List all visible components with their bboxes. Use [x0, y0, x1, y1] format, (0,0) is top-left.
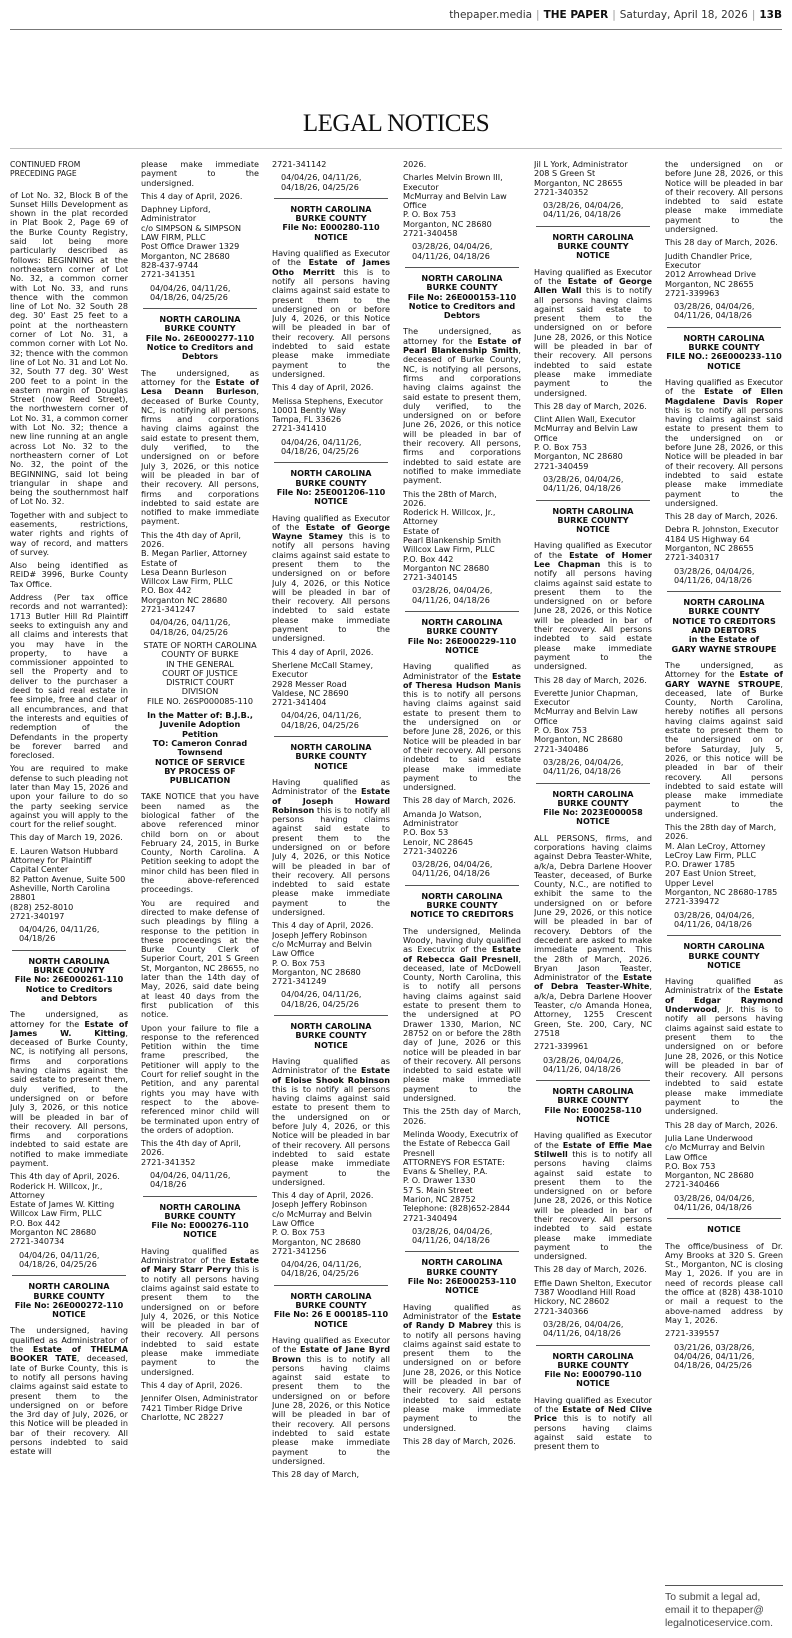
- estate-name: Estate of Jane Byrd Brown: [272, 1344, 390, 1364]
- publication-dates: 03/28/26, 04/04/26, 04/11/26, 04/18/26: [412, 241, 493, 261]
- notice-text: The undersigned, Melinda Woody, having duly qualified as Executrix of the Estate of Rebecca Gail Presnell, deceased, late of McDowell County, North Carolina, this is to notify all persons having claims against said estate to present them to the undersigned at PO Drawer 1330, Marion, NC 28752 on or before the 28th day of June, 2026 or this notice will be pleaded in bar of their recovery. All persons indebted to said estate will please make immediate payment to the undersigned.: [403, 925, 521, 1104]
- notice-text: This 4 day of April, 2026.: [272, 646, 374, 657]
- notice-signature: This 4 day of April, 2026. Joseph Jeffery Robinson c/o McMurray and Belvin Law Office P. O. Box 753 Morganton, NC 28680 2721-341256: [272, 1190, 374, 1256]
- notice-text: This the 25th day of March, 2026.: [403, 1106, 521, 1126]
- notice-heading: NORTH CAROLINA BURKE COUNTY FILE NO.: 26E000233-110 NOTICE: [666, 332, 782, 371]
- notice-signature: Jil L York, Administrator 208 S Green St Morganton, NC 28655 2721-340352: [534, 160, 628, 197]
- notice-text: This day of March 19, 2026.: [10, 832, 123, 843]
- notice-signature: Effie Dawn Shelton, Executor 7387 Woodland Hill Road Hickory, NC 28602 2721-340366: [534, 1277, 652, 1316]
- notice-signature: Everette Junior Chapman, Executor McMurray and Belvin Law Office P. O. Box 753 Morganton, NC 28680 2721-340486: [534, 687, 639, 754]
- notice-signature: Clint Allen Wall, Executor McMurray and Belvin Law Office P. O. Box 753 Morganton, NC 28680 2721-340459: [534, 414, 638, 471]
- notice-signature: This the 28th of March, 2026. Roderick H. Willcox, Jr., Attorney Estate of Pearl Blankenship Smith Willcox Law Firm, PLLC P.O. Box 442 Morganton NC 28680 2721-340145: [403, 488, 501, 583]
- publication-dates: 03/28/26, 04/04/26, 04/11/26, 04/18/26: [543, 200, 624, 220]
- estate-name: Estate of Pearl Blankenship Smith: [403, 335, 521, 356]
- publication-dates: 04/04/26, 04/11/26, 04/18/26, 04/25/26: [19, 1249, 100, 1269]
- estate-name: Estate of Theresa Hudson Manis: [403, 670, 521, 690]
- notice-heading: NORTH CAROLINA BURKE COUNTY File No: 26E000272-110 NOTICE: [14, 1281, 124, 1320]
- notice-text: Having qualified as Executor of the Estate of Ned Clive Price this is to notify all persons having claims against said estate to present them to: [534, 1394, 652, 1452]
- notice-text: Having qualified as Executor of the Estate of Jane Byrd Brown this is to notify all persons having claims against said estate to present them to the undersigned on or before June 28, 2026, or this Notice will be pleaded in bar of their recovery. All persons indebted to said estate please make immediate payment to the undersigned.: [272, 1334, 390, 1466]
- header-separator: |: [612, 9, 616, 21]
- notice-text: This 28 day of March, 2026.: [534, 1264, 647, 1275]
- publication-dates: 03/28/26, 04/04/26, 04/11/26, 04/18/26: [674, 1192, 755, 1212]
- notice-text: Having qualified as Executor of the Estate of James Otho Merritt this is to notify all persons having claims against said estate to present them to the undersigned on or before July 4, 2026, or this Notice will be pleaded in bar of their recovery. All persons indebted to said estate please make immediate payment to the undersigned.: [272, 248, 390, 379]
- notice-text: The undersigned, as attorney for the Estate of James W. Kitting, deceased of Burke County, NC, is notifying all persons, firms and corporations having claims against the said estate to present them, duly verified, to the undersigned on or before July 3, 2026, or this notice will be pleaded in bar of their recovery. All persons, firms and corporations indebted to said estate are notified to make immediate payment.: [10, 1009, 128, 1168]
- column-5: [534, 160, 652, 1630]
- notice-heading: NORTH CAROLINA BURKE COUNTY File No: E000276-110 NOTICE: [151, 1201, 249, 1240]
- paper-name: THE PAPER: [543, 9, 609, 21]
- publication-dates: 03/28/26, 04/04/26, 04/11/26, 04/18/26: [543, 756, 624, 777]
- site-name[interactable]: thepaper.media: [449, 9, 533, 21]
- notice-text: of Lot No. 32, Block B of the Sunset Hills Development as shown in the plat recorded in Plat Book 2, Page 69 of the Burke County Registry, said lot being more particularly described as follows: BEGINNING at the northeastern corner of Lot No. 32, a common corner with Lot No. 33, and runs thence with the common line of Lot No. 32 South 28 deg. 30' East 25 feet to a point at the northeastern corner of Lot No. 31, a common corner with Lot No. 32; thence with the common line of Lot No. 31 and Lot No. 32, South 77 deg. 30' West 200 feet to a point in the eastern margin of Douglas Street (now Reed Street), the northwestern corner of Lot No. 31, a common corner with Lot No. 32; thence a new line running at an angle across Lot No. 32 to the northeastern corner of Lot No. 32, the point of the BEGINNING, said lot being triangular in shape and being the southernmost half of Lot No. 32.: [10, 189, 128, 507]
- notice-text: The undersigned, as Attorney for the Estate of GARY WAYNE STROUPE, deceased, late of Burke County, North Carolina, hereby notifies all persons having claims against said estate to present them to the undersigned on or before Saturday, July 5, 2026, or this notice will be pleaded in bar of their recovery. All persons indebted to said estate will please make immediate payment to the undersigned.: [665, 659, 783, 819]
- notice-heading: NORTH CAROLINA BURKE COUNTY File No: E000258-110 NOTICE: [544, 1086, 642, 1125]
- notice-text: Having qualified as Administrator of the Estate of Eloise Shook Robinson this is to notify all persons having claims against said estate to present them to the undersigned on or before July 4, 2026, or this Notice will be pleaded in bar of their recovery. All persons indebted to said estate please make immediate payment to the undersigned.: [272, 1055, 390, 1187]
- notice-heading: In the Matter of: B.J.B., Juvenile Adoption Petition TO: Cameron Conrad Townsend NOTICE OF SERVICE BY PROCESS OF PUBLICATION: [147, 710, 253, 786]
- page-number: 13B: [759, 9, 782, 21]
- notice-heading: NORTH CAROLINA BURKE COUNTY NOTICE: [290, 1021, 372, 1050]
- estate-name: Estate of Joseph Howard Robinson: [272, 786, 390, 815]
- notice-text: Having qualified as Administratrix of the Estate of Edgar Raymond Underwood, Jr. this is to notify all persons having claims against said estate to present them to the undersigned on or before June 28, 2026, or this Notice will be pleaded in bar of their recovery. All persons indebted to said estate please make immediate payment to the undersigned.: [665, 976, 783, 1117]
- notice-heading: NORTH CAROLINA BURKE COUNTY File No: 2023E000058 NOTICE: [543, 788, 643, 827]
- publication-dates: 04/04/26, 04/11/26, 04/18/26, 04/25/26: [281, 710, 362, 730]
- column-3: [272, 160, 390, 1630]
- notice-text: Together with and subject to easements, restrictions, water rights and rights of way of record, and matters of survey.: [10, 509, 128, 557]
- submit-legal-ad-box: To submit a legal ad, email it to thepaper@ legalnoticeservice.com.: [665, 1585, 783, 1630]
- publication-dates: 04/04/26, 04/11/26, 04/18/26, 04/25/26: [150, 617, 231, 637]
- estate-name: Estate of THELMA BOOKER TATE: [10, 1344, 128, 1364]
- publication-dates: 03/28/26, 04/04/26, 04/11/26, 04/18/26: [412, 859, 493, 879]
- publication-dates: 03/28/26, 04/04/26, 04/11/26, 04/18/26: [543, 1318, 624, 1339]
- notice-signature: This 4 day of April, 2026. Joseph Jeffery Robinson c/o McMurray and Belvin Law Office P. O. Box 753 Morganton, NC 28680 2721-341249: [272, 920, 374, 987]
- estate-name: Estate of Mary Starr Perry: [141, 1255, 259, 1275]
- publication-dates: 03/28/26, 04/04/26, 04/11/26, 04/18/26: [674, 301, 755, 321]
- notice-signature: Debra R. Johnston, Executor 4184 US Highway 64 Morganton, NC 28655 2721-340317: [665, 524, 779, 563]
- notice-divider: [536, 500, 650, 501]
- notice-text: Having qualified as Executor of the Estate of George Allen Wall this is to notify all persons having claims against said estate to present them to the undersigned on or before June 28, 2026, or this Notice will be pleaded in bar of their recovery. All persons indebted to said estate please make immediate payment to the undersigned.: [534, 266, 652, 398]
- notice-heading: NORTH CAROLINA BURKE COUNTY File No: E000790-110 NOTICE: [544, 1350, 642, 1389]
- publication-dates: 04/04/26, 04/11/26, 04/18/26, 04/25/26: [281, 1259, 362, 1279]
- notice-text: This 28 day of March, 2026.: [665, 1119, 778, 1130]
- notice-text: Having qualified as Executor of the Estate of Homer Lee Chapman this is to notify all persons having claims against said estate to present them to the undersigned on or before June 28, 2026, or this Notice will be pleaded in bar of their recovery. All persons indebted to said estate please make immediate payment to the undersigned.: [534, 540, 652, 672]
- notice-divider: [536, 1080, 650, 1081]
- notice-text: You are required and directed to make defense of such pleadings by filing a response to the petition in these proceedings at the Burke County Clerk of Superior Court, 201 S Green St, Morganton, NC 28655, no later than the 14th day of May, 2026, said date being at least 40 days from the first publication of this notice.: [141, 897, 259, 1020]
- notice-divider: [274, 1015, 388, 1016]
- estate-name: Estate of Randy D Mabrey: [403, 1310, 521, 1331]
- notice-text: Having qualified as Administrator of the Estate of Randy D Mabrey this is to notify all persons having claims against said estate to present them to the undersigned on or before June 28, 2026, or this Notice will be pleaded in bar of their recovery. All persons indebted to said estate please make immediate payment to the undersigned.: [403, 1301, 521, 1433]
- notice-heading: NORTH CAROLINA BURKE COUNTY NOTICE: [683, 941, 765, 970]
- notice-heading: NORTH CAROLINA BURKE COUNTY File No: 26E000253-110 NOTICE: [407, 1257, 517, 1296]
- notice-text: This 28 day of March, 2026.: [665, 237, 778, 248]
- notice-heading: NORTH CAROLINA BURKE COUNTY NOTICE: [552, 231, 634, 261]
- estate-name: Estate of Lesa Deann Burleson: [141, 376, 259, 397]
- notice-signature: This the 4th day of April, 2026. 2721-341352: [141, 1138, 241, 1167]
- estate-name: Estate of Ned Clive Price: [534, 1404, 652, 1424]
- notice-divider: [405, 267, 519, 268]
- notice-heading: NORTH CAROLINA BURKE COUNTY File No: 26E000261-110 Notice to Creditors and Debtors: [14, 955, 124, 1003]
- notice-signature: E. Lauren Watson Hubbard Attorney for Plaintiff Capital Center 82 Patton Avenue, Suite 500 Asheville, North Carolina 28801 (828) 252-8010 2721-340197: [10, 845, 126, 921]
- notice-signature: 2721-341142: [272, 160, 327, 169]
- notice-text: This 28 day of March, 2026.: [403, 795, 516, 806]
- notice-text: This 28 day of March, 2026.: [403, 1435, 516, 1446]
- notice-divider: [667, 1218, 781, 1219]
- publication-dates: 03/28/26, 04/04/26, 04/11/26, 04/18/26: [674, 909, 755, 929]
- notice-columns: [10, 160, 782, 1630]
- notice-signature: Julia Lane Underwood c/o McMurray and Belvin Law Office P.O. Box 753 Morganton, NC 28680 2721-340466: [665, 1132, 765, 1190]
- notice-text: This 28 day of March, 2026.: [534, 674, 647, 685]
- estate-name: Estate of Ellen Magdalene Davis Roper: [665, 386, 783, 406]
- notice-signature: Melissa Stephens, Executor 10001 Bently Way Tampa, FL 33626 2721-341410: [272, 395, 384, 434]
- estate-name: Estate of Effie Mae Stilwell: [534, 1139, 652, 1159]
- notice-signature: Judith Chandler Price, Executor 2012 Arrowhead Drive Morganton, NC 28655 2721-339963: [665, 250, 756, 298]
- notice-signature: This the 4th day of April, 2026. B. Megan Parlier, Attorney Estate of Lesa Deann Burleson Willcox Law Firm, PLLC P.O. Box 442 Morganton NC 28680 2721-341247: [141, 529, 247, 615]
- notice-heading: NORTH CAROLINA BURKE COUNTY File No: E000280-110 NOTICE: [282, 203, 380, 242]
- publication-dates: 03/28/26, 04/04/26, 04/11/26, 04/18/26: [674, 565, 755, 585]
- notice-divider: [274, 736, 388, 737]
- notice-text: This 28 day of March, 2026.: [534, 400, 647, 411]
- estate-name: Estate of Debra Teaster-White: [534, 972, 652, 992]
- notice-divider: [536, 226, 650, 227]
- estate-name: Estate of James Otho Merritt: [272, 257, 390, 277]
- publication-dates: 04/04/26, 04/11/26, 04/18/26, 04/25/26: [281, 172, 362, 192]
- estate-name: Estate of Rebecca Gail Presnell: [403, 944, 521, 964]
- publication-dates: 03/28/26, 04/04/26, 04/11/26, 04/18/26: [412, 1225, 493, 1246]
- estate-name: Estate of George Allen Wall: [534, 275, 652, 296]
- notice-divider: [667, 935, 781, 936]
- publication-dates: 03/28/26, 04/04/26, 04/11/26, 04/18/26: [412, 585, 493, 605]
- notice-heading: NORTH CAROLINA BURKE COUNTY File No: 26 E 000185-110 NOTICE: [273, 1290, 389, 1329]
- continued-label: CONTINUED FROM PRECEDING PAGE: [10, 160, 81, 179]
- notice-heading: NORTH CAROLINA BURKE COUNTY NOTICE TO CREDITORS AND DEBTORS in the Estate of GARY WAYNE STROUPE: [671, 597, 777, 654]
- notice-heading: NORTH CAROLINA BURKE COUNTY NOTICE: [290, 742, 372, 771]
- notice-divider: [143, 1196, 257, 1197]
- notice-text: Having qualified as Executor of the Estate of Effie Mae Stilwell this is to notify all persons having claims against said estate to present them to the undersigned on or before June 28, 2026, or this Notice will be pleaded in bar of their recovery. All persons indebted to said estate please make immediate payment to the undersigned.: [534, 1130, 652, 1262]
- notice-text: Address (Per tax office records and not warranted): 1713 Butler Hill Rd Plaintiff seeks to extinguish any and all claims and interests that you may have in the property, to have a commissioner appointed to sell the Property and to deliver to the purchaser a deed to said real estate in fee simple, free and clear of all encumbrances, and that the interests and equities of redemption of the Defendants in the property be forever barred and foreclosed.: [10, 592, 128, 761]
- notice-heading: NORTH CAROLINA BURKE COUNTY File No: 26E000229-110 NOTICE: [407, 617, 517, 655]
- section-title: LEGAL NOTICES: [302, 110, 490, 137]
- notice-text: This 4 day of April, 2026.: [272, 382, 374, 393]
- title-rule: [10, 148, 782, 149]
- notice-text: Having qualified as Administrator of the Estate of Mary Starr Perry this is to notify all persons having claims against said estate to present them to the undersigned on or before July 4, 2026, or this Notice will be pleaded in bar of their recovery. All persons indebted to said estate please make immediate payment to the undersigned.: [141, 1245, 259, 1377]
- notice-heading: NORTH CAROLINA BURKE COUNTY File No: 25E001206-110 NOTICE: [276, 468, 386, 507]
- notice-signature: Amanda Jo Watson, Administrator P.O. Box 53 Lenoir, NC 28645 2721-340226: [403, 808, 482, 856]
- notice-text: Upon your failure to file a response to the referenced Petition within the time frame prescribed, the Petitioner will apply to the Court for relief sought in the Petition, and any parental rights you may have with respect to the above-referenced minor child will be terminated upon entry of the orders of adoption.: [141, 1022, 259, 1135]
- notice-signature: This the 28th day of March, 2026. M. Alan LeCroy, Attorney LeCroy Law Firm, PLLC P.O. Drawer 1785 207 East Union Street, Upper Level Morganton, NC 28680-1785 2721-339472: [665, 822, 778, 907]
- publication-dates: 03/28/26, 04/04/26, 04/11/26, 04/18/26: [543, 1054, 624, 1074]
- estate-name: Estate of George Wayne Stamey: [272, 521, 390, 542]
- notice-divider: [12, 1275, 126, 1276]
- column-1: [10, 160, 128, 1630]
- notice-divider: [536, 783, 650, 784]
- notice-text: Having qualified as Executor of the Estate of George Wayne Stamey this is to notify all persons having claims against said estate to present them to the undersigned on or before July 4, 2026, or this Notice will be pleaded in bar of their recovery. All persons indebted to said estate please make immediate payment to the undersigned.: [272, 512, 390, 644]
- notice-signature: Sherlene McCall Stamey, Executor 2928 Messer Road Valdese, NC 28690 2721-341404: [272, 659, 374, 708]
- estate-name: Estate of Homer Lee Chapman: [534, 549, 652, 569]
- notice-text: Having qualified as Administrator of the Estate of Theresa Hudson Manis this is to notify all persons having claims against said estate to present them to the undersigned on or before June 28, 2026, or this Notice will be pleaded in bar of their recovery. All persons indebted to said estate please make immediate payment to the undersigned.: [403, 661, 521, 793]
- notice-signature: 2721-339557: [665, 1328, 720, 1339]
- notice-text: This 28 day of March, 2026.: [665, 511, 778, 522]
- notice-text: The undersigned, as attorney for the Estate of Pearl Blankenship Smith, deceased of Burke County, NC, is notifying all persons, firms and corporations having claims against the said estate to present them, duly verified, to the undersigned on or before June 26, 2026, or this notice will be pleaded in bar of their recovery. All persons, firms and corporations indebted to said estate are notified to make immediate payment.: [403, 326, 521, 486]
- notice-divider: [405, 885, 519, 886]
- publication-dates: 04/04/26, 04/11/26, 04/18/26, 04/25/26: [150, 282, 231, 302]
- publication-dates: 04/04/26, 04/11/26, 04/18/26: [19, 924, 100, 944]
- notice-divider: [274, 198, 388, 199]
- estate-name: Estate of James W. Kitting: [10, 1018, 128, 1038]
- notice-signature: 2721-339961: [534, 1041, 589, 1052]
- publication-dates: 03/28/26, 04/04/26, 04/11/26, 04/18/26: [543, 473, 624, 494]
- notice-text: ALL PERSONS, firms, and corporations having claims against Debra Teaster-White, a/k/a, Debra Darlene Hoover Teaster, deceased, of Burke County, N.C., are notified to exhibit the same to the undersigned on or before June 29, 2026, or this notice will be pleaded in bar of recovery. Debtors of the decedent are asked to make immediate payment. This the 28th of March, 2026. Bryan Jason Teaster, Administrator of the Estate of Debra Teaster-White, a/k/a, Debra Darlene Hoover Teaster, c/o Amanda Honea, Attorney, 1255 Crescent Green, Ste. 200, Cary, NC 27518: [534, 832, 652, 1038]
- notice-text: This 4 day of April, 2026.: [141, 1379, 243, 1390]
- notice-text: Having qualified as Administrator of the Estate of Joseph Howard Robinson this is to notify all persons having claims against said estate to present them to the undersigned on or before July 4, 2026, or this Notice will be pleaded in bar of their recovery. All persons indebted to said estate please make immediate payment to the undersigned.: [272, 776, 390, 918]
- notice-text: STATE OF NORTH CAROLINA COUNTY OF BURKE IN THE GENERAL COURT OF JUSTICE DISTRICT COURT DIVISION FILE NO. 26SP000085-110: [143, 639, 257, 706]
- notice-text: This 28 day of March,: [272, 1469, 360, 1480]
- notice-text: You are required to make defense to such pleading not later than May 15, 2026 and upon your failure to do so the party seeking service against you will apply to the court for the relief sought.: [10, 763, 128, 830]
- column-6: [665, 160, 783, 1630]
- notice-signature: 2026.: [403, 160, 427, 169]
- notice-divider: [536, 1345, 650, 1346]
- notice-divider: [667, 327, 781, 328]
- page-header: [0, 0, 792, 30]
- estate-name: Estate of Eloise Shook Robinson: [272, 1065, 390, 1085]
- notice-divider: [143, 308, 257, 309]
- notice-text: Also being identified as REID# 3996, Burke County Tax Office.: [10, 560, 128, 589]
- notice-divider: [274, 1285, 388, 1286]
- notice-text: the undersigned on or before June 28, 2026, or this Notice will be pleaded in bar of their recovery. All persons indebted to said estate please make immediate payment to the undersigned.: [665, 160, 783, 235]
- publication-dates: 04/04/26, 04/11/26, 04/18/26, 04/25/26: [281, 989, 362, 1009]
- column-4: [403, 160, 521, 1630]
- notice-text: Having qualified as Executor of the Estate of Ellen Magdalene Davis Roper this is to notify all persons having claims against said estate to present them to the undersigned on or before June 28, 2026, or this Notice will be pleaded in bar of their recovery. All persons indebted to said estate please make immediate payment to the undersigned.: [665, 376, 783, 508]
- notice-divider: [274, 462, 388, 463]
- notice-signature: Melinda Woody, Executrix of the Estate of Rebecca Gail Presnell ATTORNEYS FOR ESTATE: Evans & Shelley, P.A. P. O. Drawer 1330 57 S. Main Street Marion, NC 28752 Telephone: (828)652-2844 2721-340494: [403, 1128, 518, 1223]
- estate-name: Estate of GARY WAYNE STROUPE: [665, 669, 783, 689]
- header-line: [449, 9, 782, 21]
- header-rule: [10, 29, 782, 30]
- notice-heading: NORTH CAROLINA BURKE COUNTY File No. 26E000277-110 Notice to Creditors and Debtors: [145, 314, 255, 362]
- header-separator: |: [536, 9, 540, 21]
- notice-heading: NORTH CAROLINA BURKE COUNTY NOTICE TO CREDITORS: [410, 890, 514, 920]
- notice-divider: [405, 611, 519, 612]
- column-2: [141, 160, 259, 1630]
- notice-signature: Charles Melvin Brown III, Executor McMurray and Belvin Law Office P. O. Box 753 Morganton, NC 28680 2721-340458: [403, 172, 507, 239]
- header-separator: |: [751, 9, 756, 21]
- notice-divider: [667, 591, 781, 592]
- notice-divider: [405, 1251, 519, 1252]
- notice-text: TAKE NOTICE that you have been named as the biological father of the above referenced minor child born on or about February 24, 2015, in Burke County, North Carolina. A Petition seeking to adopt the minor child has been filed in the above-referenced proceedings.: [141, 791, 259, 895]
- publication-dates: 04/04/26, 04/11/26, 04/18/26: [150, 1169, 231, 1190]
- notice-text: The office/business of Dr. Amy Brooks at 320 S. Green St., Morganton, NC is closing May 1, 2026. If you are in need of records please call the office at (828) 438-1010 or mail a request to the above-named address by May 1, 2026.: [665, 1240, 783, 1325]
- notice-text: please make immediate payment to the undersigned.: [141, 160, 259, 188]
- issue-date: Saturday, April 18, 2026: [619, 9, 748, 21]
- notice-text: The undersigned, as attorney for the Estate of Lesa Deann Burleson, deceased of Burke County, NC, is notifying all persons, firms and corporations having claims against the said estate to present them, duly verified, to the undersigned on or before July 3, 2026, or this notice will be pleaded in bar of their recovery. All persons, firms and corporations indebted to said estate are notified to make immediate payment.: [141, 367, 259, 527]
- notice-divider: [12, 950, 126, 951]
- estate-name: Estate of Edgar Raymond Underwood: [665, 985, 783, 1015]
- notice-text: This 4 day of April, 2026.: [141, 190, 243, 201]
- notice-text: The undersigned, having qualified as Administrator of the Estate of THELMA BOOKER TATE, deceased, late of Burke County, this is to notify all persons having claims against said estate to present them to the undersigned on or before the 3rd day of July, 2026, or this Notice will be pleaded in bar of their recovery. All persons indebted to said estate will: [10, 1325, 128, 1457]
- notice-signature: Jennifer Olsen, Administrator 7421 Timber Ridge Drive Charlotte, NC 28227: [141, 1393, 258, 1422]
- notice-signature: Daphney Lipford, Administrator c/o SIMPSON & SIMPSON LAW FIRM, PLLC Post Office Drawer 1329 Morganton, NC 28680 828-437-9744 2721-341351: [141, 204, 242, 280]
- notice-signature: This 4th day of April, 2026. Roderick H. Willcox, Jr., Attorney Estate of James W. Kitting Willcox Law Firm, PLLC P.O. Box 442 Morganton NC 28680 2721-340734: [10, 1171, 120, 1247]
- notice-heading: NORTH CAROLINA BURKE COUNTY NOTICE: [552, 505, 634, 535]
- notice-heading: NORTH CAROLINA BURKE COUNTY File No: 26E000153-110 Notice to Creditors and Debtors: [407, 272, 517, 321]
- publication-dates: 04/04/26, 04/11/26, 04/18/26, 04/25/26: [281, 436, 362, 457]
- notice-heading: NOTICE: [707, 1224, 741, 1235]
- publication-dates: 03/21/26, 03/28/26, 04/04/26, 04/11/26, 04/18/26, 04/25/26: [674, 1341, 755, 1371]
